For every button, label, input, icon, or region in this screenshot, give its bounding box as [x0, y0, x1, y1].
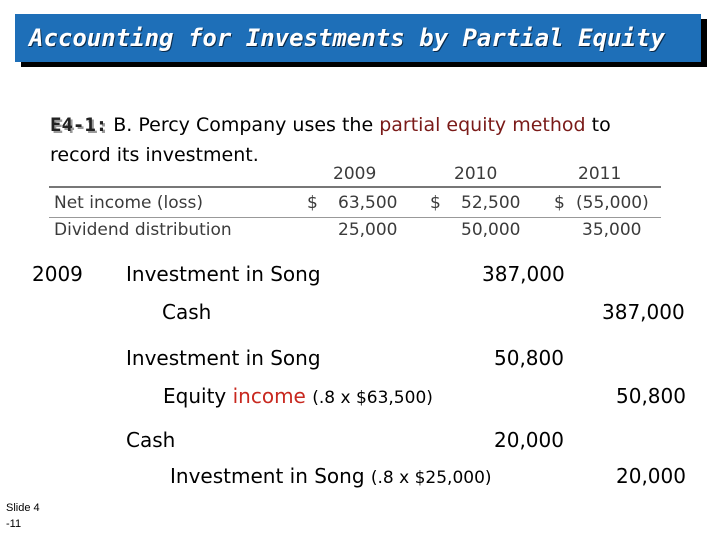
entry-6-note: (.8 x $25,000) — [370, 468, 492, 488]
slide-title: Accounting for Investments by Partial Equity — [15, 14, 701, 62]
intro-text — [50, 110, 611, 170]
currency-symbol: $ — [554, 193, 565, 213]
table-top-rule — [49, 186, 661, 188]
entry-3-debit: 50,800 — [494, 346, 564, 370]
year-header-2010: 2010 — [454, 164, 498, 184]
entry-4-credit: 50,800 — [616, 384, 686, 408]
entry-5-debit: 20,000 — [494, 428, 564, 452]
entry-4-account-prefix: Equity — [163, 384, 227, 408]
exercise-label: E4-1: — [50, 114, 108, 136]
currency-symbol: $ — [307, 193, 318, 213]
year-header-2011: 2011 — [578, 164, 622, 184]
intro-line-2: record its investment. — [50, 144, 259, 166]
entry-3-account: Investment in Song — [126, 346, 321, 370]
year-header-2009: 2009 — [333, 164, 377, 184]
currency-symbol: $ — [430, 193, 441, 213]
entry-1-debit: 387,000 — [482, 262, 565, 286]
entry-1-account: Investment in Song — [126, 262, 321, 286]
entry-4-income-word: income — [232, 384, 306, 408]
journal-year: 2009 — [32, 262, 83, 286]
entry-6-credit: 20,000 — [616, 464, 686, 488]
intro-line-1 — [50, 110, 611, 140]
entry-5-account: Cash — [126, 428, 176, 452]
cell-dividend-2011: 35,000 — [582, 220, 642, 240]
entry-6-account-name: Investment in Song — [170, 464, 365, 488]
entry-4-account — [163, 384, 433, 408]
cell-dividend-2010: 50,000 — [461, 220, 521, 240]
cell-net-income-2010: 52,500 — [461, 193, 521, 213]
entry-2-account: Cash — [162, 300, 212, 324]
method-highlight: partial equity method — [379, 114, 586, 136]
entry-6-account — [170, 464, 492, 488]
cell-net-income-2011: (55,000) — [576, 193, 649, 213]
table-row-divider — [49, 217, 661, 218]
intro-text-after: to — [591, 114, 611, 136]
cell-net-income-2009: 63,500 — [338, 193, 398, 213]
intro-text-before: Percy Company uses the — [138, 114, 374, 136]
entry-4-note: (.8 x $63,500) — [312, 388, 433, 408]
cell-dividend-2009: 25,000 — [338, 220, 398, 240]
slide-number: Slide 4 -11 — [6, 502, 40, 530]
row-label-dividend: Dividend distribution — [54, 220, 232, 240]
entry-2-credit: 387,000 — [602, 300, 685, 324]
exercise-part: B. — [113, 114, 133, 136]
row-label-net-income: Net income (loss) — [54, 193, 204, 213]
